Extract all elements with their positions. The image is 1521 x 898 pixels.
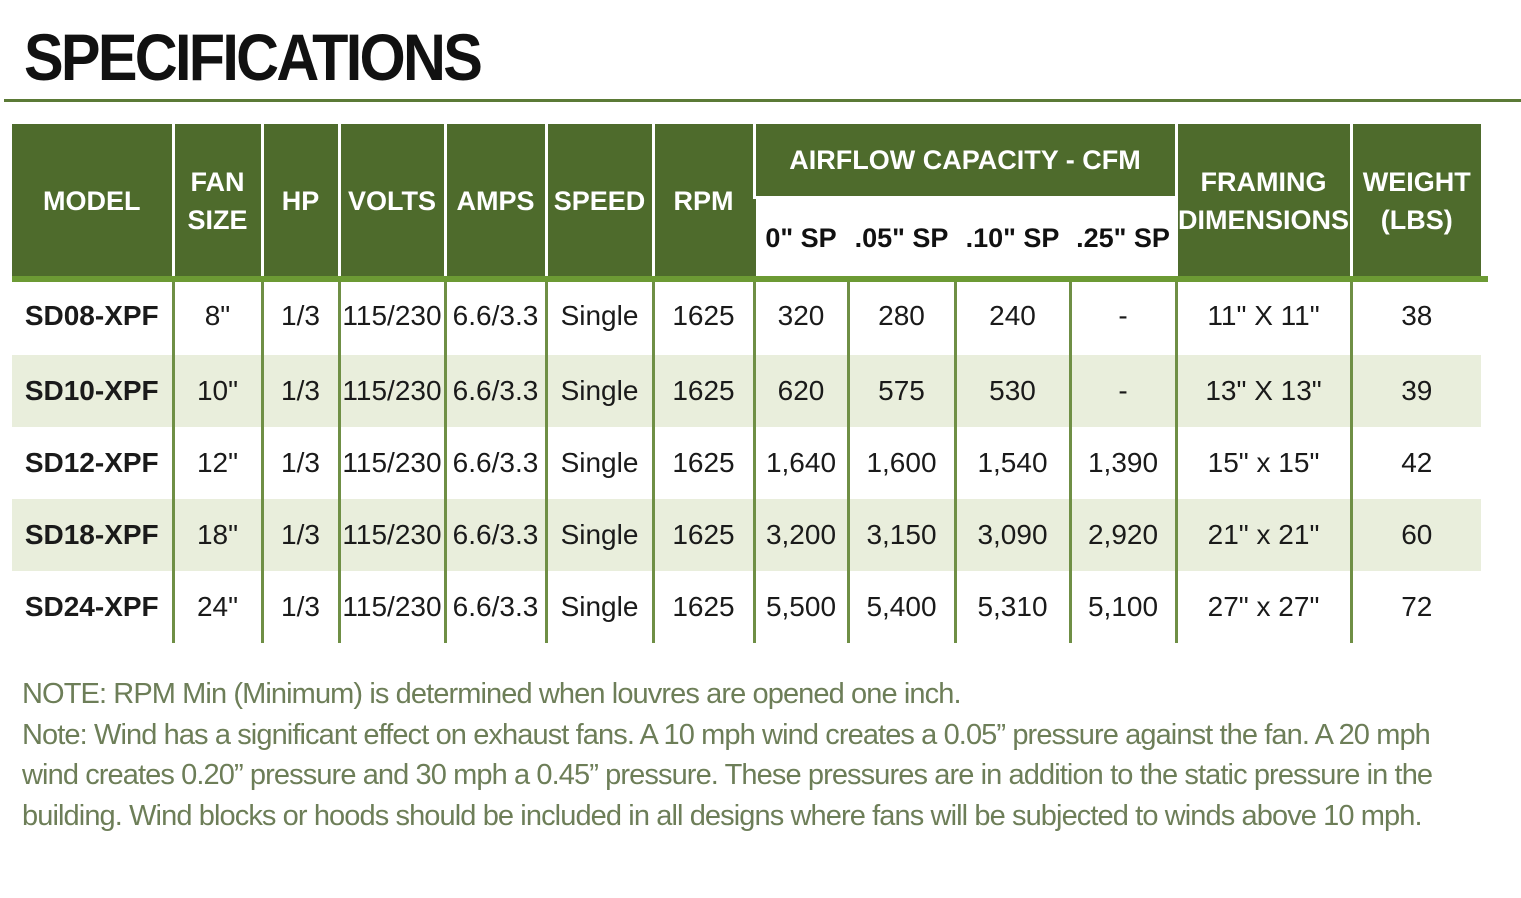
cell-cfm-25sp: - <box>1070 277 1176 355</box>
cell-cfm-10sp: 240 <box>955 277 1070 355</box>
cell-fan-size: 18" <box>173 499 262 571</box>
cell-cfm-25sp: - <box>1070 355 1176 427</box>
cell-volts: 115/230 <box>339 427 445 499</box>
cell-cfm-0sp: 320 <box>754 277 848 355</box>
cell-rpm: 1625 <box>653 355 754 427</box>
cell-cfm-05sp: 3,150 <box>848 499 955 571</box>
cell-hp: 1/3 <box>262 499 339 571</box>
cell-hp: 1/3 <box>262 427 339 499</box>
title-divider <box>4 99 1521 102</box>
table-row <box>12 427 1481 499</box>
page-title: SPECIFICATIONS <box>24 20 481 94</box>
cell-fan-size: 8" <box>173 277 262 355</box>
header-rpm: RPM <box>653 124 754 277</box>
cell-speed: Single <box>546 571 653 643</box>
cell-cfm-10sp: 530 <box>955 355 1070 427</box>
cell-weight: 38 <box>1351 277 1481 355</box>
notes-section <box>22 674 1492 836</box>
cell-volts: 115/230 <box>339 571 445 643</box>
cell-model: SD12-XPF <box>24 447 159 478</box>
cell-framing: 11" X 11" <box>1176 277 1351 355</box>
header-fan-size: FAN SIZE <box>173 124 262 277</box>
cell-rpm: 1625 <box>653 571 754 643</box>
cell-cfm-25sp: 1,390 <box>1070 427 1176 499</box>
cell-speed: Single <box>546 427 653 499</box>
header-sp-0: 0" SP <box>754 198 848 278</box>
cell-amps: 6.6/3.3 <box>445 277 546 355</box>
header-sp-10: .10" SP <box>955 198 1070 278</box>
cell-framing: 15" x 15" <box>1176 427 1351 499</box>
specifications-table <box>12 124 1481 643</box>
cell-volts: 115/230 <box>339 355 445 427</box>
cell-model: SD24-XPF <box>24 591 159 622</box>
cell-weight: 39 <box>1351 355 1481 427</box>
cell-rpm: 1625 <box>653 499 754 571</box>
cell-cfm-0sp: 620 <box>754 355 848 427</box>
header-volts: VOLTS <box>339 124 445 277</box>
cell-weight: 42 <box>1351 427 1481 499</box>
cell-framing: 13" X 13" <box>1176 355 1351 427</box>
header-underline <box>12 276 1488 282</box>
cell-fan-size: 12" <box>173 427 262 499</box>
cell-cfm-10sp: 5,310 <box>955 571 1070 643</box>
cell-hp: 1/3 <box>262 355 339 427</box>
header-sp-25: .25" SP <box>1070 198 1176 278</box>
cell-weight: 72 <box>1351 571 1481 643</box>
cell-rpm: 1625 <box>653 277 754 355</box>
header-speed: SPEED <box>546 124 653 277</box>
header-framing-dimensions: FRAMING DIMENSIONS <box>1176 124 1351 277</box>
cell-weight: 60 <box>1351 499 1481 571</box>
header-hp: HP <box>262 124 339 277</box>
header-sp-05: .05" SP <box>848 198 955 278</box>
table-row <box>12 499 1481 571</box>
cell-cfm-25sp: 5,100 <box>1070 571 1176 643</box>
cell-cfm-25sp: 2,920 <box>1070 499 1176 571</box>
header-amps: AMPS <box>445 124 546 277</box>
cell-amps: 6.6/3.3 <box>445 571 546 643</box>
cell-cfm-10sp: 3,090 <box>955 499 1070 571</box>
cell-hp: 1/3 <box>262 571 339 643</box>
cell-rpm: 1625 <box>653 427 754 499</box>
cell-model: SD10-XPF <box>12 355 173 427</box>
table-row <box>12 277 1481 355</box>
header-airflow-capacity: AIRFLOW CAPACITY - CFM <box>754 124 1176 198</box>
note-rpm: NOTE: RPM Min (Minimum) is determined when louvres are opened one inch. <box>22 678 961 710</box>
table-row <box>12 571 1481 643</box>
cell-model: SD18-XPF <box>12 499 173 571</box>
cell-fan-size: 24" <box>173 571 262 643</box>
cell-cfm-0sp: 5,500 <box>754 571 848 643</box>
cell-speed: Single <box>546 277 653 355</box>
cell-volts: 115/230 <box>339 499 445 571</box>
header-weight: WEIGHT (LBS) <box>1351 124 1481 277</box>
cell-cfm-05sp: 280 <box>848 277 955 355</box>
cell-volts: 115/230 <box>339 277 445 355</box>
cell-hp: 1/3 <box>262 277 339 355</box>
cell-amps: 6.6/3.3 <box>445 427 546 499</box>
cell-cfm-05sp: 575 <box>848 355 955 427</box>
cell-framing: 21" x 21" <box>1176 499 1351 571</box>
cell-cfm-05sp: 5,400 <box>848 571 955 643</box>
cell-cfm-0sp: 1,640 <box>754 427 848 499</box>
header-model: MODEL <box>12 124 173 277</box>
cell-model: SD08-XPF <box>24 300 159 331</box>
cell-speed: Single <box>546 499 653 571</box>
cell-fan-size: 10" <box>173 355 262 427</box>
cell-cfm-0sp: 3,200 <box>754 499 848 571</box>
cell-framing: 27" x 27" <box>1176 571 1351 643</box>
cell-cfm-10sp: 1,540 <box>955 427 1070 499</box>
note-wind: Note: Wind has a significant effect on exhaust fans. A 10 mph wind creates a 0.05” pressure against the fan. A 20 mph wind creates 0.20” pressure and 30 mph a 0.45” pressure. These pressures are in addition to the static pressure in the building. Wind blocks or hoods should be included in all designs where fans will be subjected to winds above 10 mph. <box>22 718 1433 832</box>
cell-cfm-05sp: 1,600 <box>848 427 955 499</box>
cell-speed: Single <box>546 355 653 427</box>
table-row <box>12 355 1481 427</box>
cell-amps: 6.6/3.3 <box>445 499 546 571</box>
cell-amps: 6.6/3.3 <box>445 355 546 427</box>
